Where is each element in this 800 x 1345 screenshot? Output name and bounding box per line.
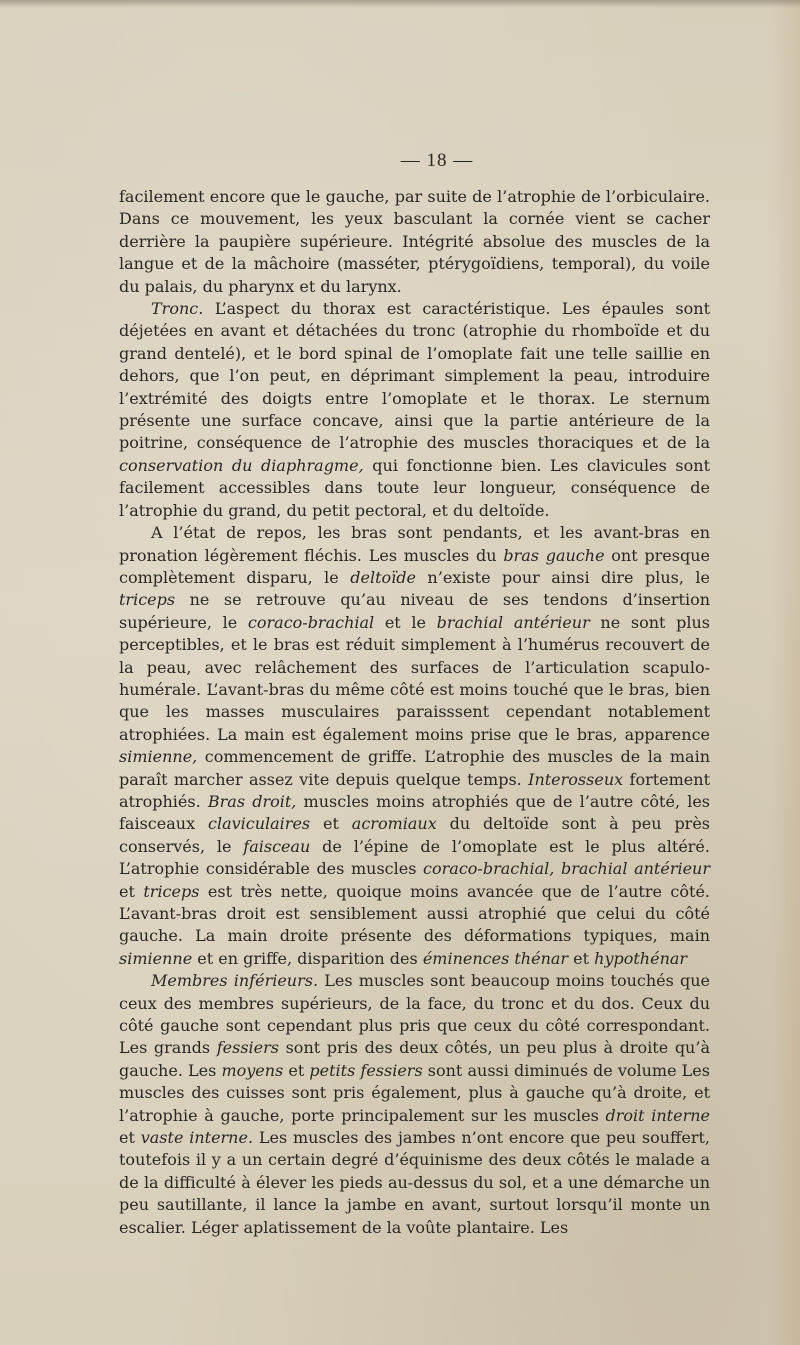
paragraph [119, 522, 710, 970]
italic-run: triceps [119, 590, 176, 610]
text-run: et [119, 881, 144, 901]
paragraph [119, 186, 710, 298]
italic-run: fessiers [216, 1038, 279, 1058]
text-run: sont pris des deux côtés, un peu plus à droite qu’à gauche. Les [119, 1038, 710, 1080]
italic-run: petits fessiers [309, 1060, 423, 1080]
text-run: et en griffe, disparition des [192, 948, 423, 968]
text-run: A l’état de repos, les bras sont pendants, et les avant-bras en pronation légèrement fléchis. Les muscles du [119, 523, 710, 565]
text-run: ont presque complètement disparu, le [119, 545, 710, 587]
italic-run: simienne [119, 948, 193, 968]
italic-run: droit interne [605, 1105, 710, 1125]
text-run: et [119, 1128, 141, 1148]
text-run: Les muscles sont beaucoup moins touchés que ceux des membres supérieurs, de la face, du tronc et du dos. Ceux du côté gauche sont cependant plus pris que ceux du côté correspondant. Les grands [119, 971, 710, 1058]
text-run: L’aspect du thorax est caractéristique. Les épaules sont déjetées en avant et détachées du tronc (atrophie du rhomboïde et du grand dentelé), et le bord spinal de l’omoplate fait une telle saillie en dehors, que l’on peut, en déprimant simplement la peau, introduire l’extrémité des doigts entre l’omoplate et le thorax. Le sternum présente une surface concave, ainsi que la partie antérieure de la poitrine, conséquence de l’atrophie des muscles thoraciques et de la [119, 299, 710, 453]
italic-run: conservation du diaphragme, [119, 455, 364, 475]
paragraph [119, 298, 710, 522]
text-run: muscles moins atrophiés que de l’autre côté, les faisceaux [119, 791, 711, 834]
italic-run: vaste interne. [140, 1128, 254, 1148]
text-run: ne sont plus perceptibles, et le bras est réduit simplement à l’humérus recouvert de la peau, avec relâchement des surfaces de l’articulation scapulo-humérale. L’avant-bras du même côté est moins touché que le bras, bien que les masses musculaires paraisssent cependant notablement atrophiées. La main est également moins prise que le bras, apparence [119, 612, 711, 744]
italic-run: moyens [221, 1060, 284, 1080]
italic-run: triceps [143, 881, 200, 901]
paragraph [119, 970, 710, 1239]
italic-run: coraco-brachial, brachial antérieur [423, 859, 711, 879]
page-top-shadow [0, 0, 800, 8]
text-run: du deltoïde sont à peu près conservés, le [119, 814, 711, 856]
text-run: qui fonctionne bien. Les clavicules sont facilement accessibles dans toute leur longueur, conséquence de l’atrophie du grand, du petit pectoral, et du deltoïde. [119, 455, 710, 520]
italic-run: brachial antérieur [436, 612, 590, 632]
italic-run: Membres inférieurs. [151, 971, 319, 991]
italic-run: hypothénar [594, 948, 688, 968]
text-run: facilement encore que le gauche, par suite de l’atrophie de l’orbiculaire. Dans ce mouvement, les yeux basculant la cornée vient se cacher derrière la paupière supérieure. Intégrité absolue des muscles de la langue et de la mâchoire (masséter, ptérygoïdiens, temporal), du voile du palais, du pharynx et du larynx. [119, 187, 710, 296]
text-run: et [568, 948, 595, 968]
text-run: de l’épine de l’omoplate est le plus altéré. L’atrophie considérable des muscles [119, 836, 710, 879]
italic-run: coraco-brachial [247, 612, 375, 632]
text-run: est très nette, quoique moins avancée que de l’autre côté. L’avant-bras droit est sensiblement aussi atrophié que celui du côté gauche. La main droite présente des déformations typiques, main [119, 881, 710, 946]
italic-run: Interosseux [528, 769, 624, 789]
text-run: sont aussi diminués de volume Les muscles des cuisses sont pris également, plus à gauche qu’à droite, et l’atrophie à gauche, porte principalement sur les muscles [119, 1060, 710, 1125]
text-run: et le [374, 612, 437, 632]
text-run: Les muscles des jambes n’ont encore que peu souffert, toutefois il y a un certain degré d’équinisme des deux côtés le malade a de la difficulté à élever les pieds au-dessus du sol, et a une démarche un peu sautillante, il lance la jambe en avant, surtout lorsqu’il monte un escalier. Léger aplatissement de la voûte plantaire. Les [119, 1128, 711, 1237]
text-run: commencement de griffe. L’atrophie des muscles de la main paraît marcher assez vite depuis quelque temps. [119, 747, 710, 789]
text-run: et [283, 1060, 310, 1080]
italic-run: Tronc. [151, 299, 204, 319]
page-number: — 18 — [400, 150, 474, 171]
text-run: ne se retrouve qu’au niveau de ses tendons d’insertion supérieure, le [119, 590, 710, 632]
italic-run: simienne, [119, 747, 198, 767]
text-run: et [310, 814, 352, 834]
italic-run: deltoïde [350, 567, 416, 587]
text-run: n’existe pour ainsi dire plus, le [415, 567, 711, 587]
italic-run: éminences thénar [422, 948, 569, 968]
italic-run: bras gauche [503, 545, 605, 565]
italic-run: claviculaires [207, 814, 311, 834]
text-run: fortement atrophiés. [119, 769, 711, 811]
body-text [119, 186, 710, 1239]
page-right-edge [770, 0, 800, 1345]
italic-run: acromiaux [351, 814, 437, 834]
italic-run: faisceau [243, 836, 311, 856]
italic-run: Bras droit, [207, 791, 297, 811]
